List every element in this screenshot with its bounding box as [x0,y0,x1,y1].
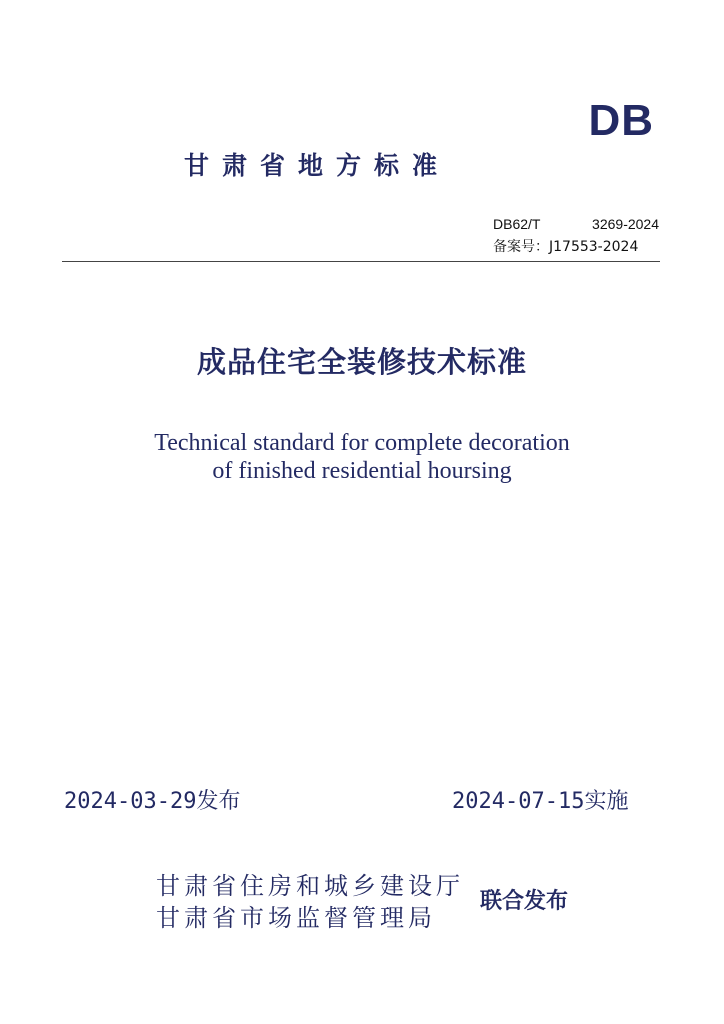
standard-number [493,216,659,232]
db-mark: DB [588,96,654,145]
document-title-english-line1: Technical standard for complete decoration [154,430,570,456]
joint-release-label: 联合发布 [480,889,569,914]
record-number: 备案号：J17553-2024 [493,239,639,255]
implementation-date: 2024-07-15实施 [452,789,629,814]
header-divider [62,261,660,262]
issue-date: 2024-03-29发布 [64,789,241,814]
standard-code-prefix: DB62/T [493,216,541,232]
issuer-title: 甘肃省地方标准 [184,151,451,180]
document-title-chinese: 成品住宅全装修技术标准 [196,345,527,379]
publisher-market-regulation-bureau: 甘肃省市场监督管理局 [156,904,436,932]
publisher-housing-department: 甘肃省住房和城乡建设厅 [156,872,464,900]
document-title-english-line2: of finished residential hoursing [212,458,512,484]
standard-code-number: 3269-2024 [592,216,659,232]
